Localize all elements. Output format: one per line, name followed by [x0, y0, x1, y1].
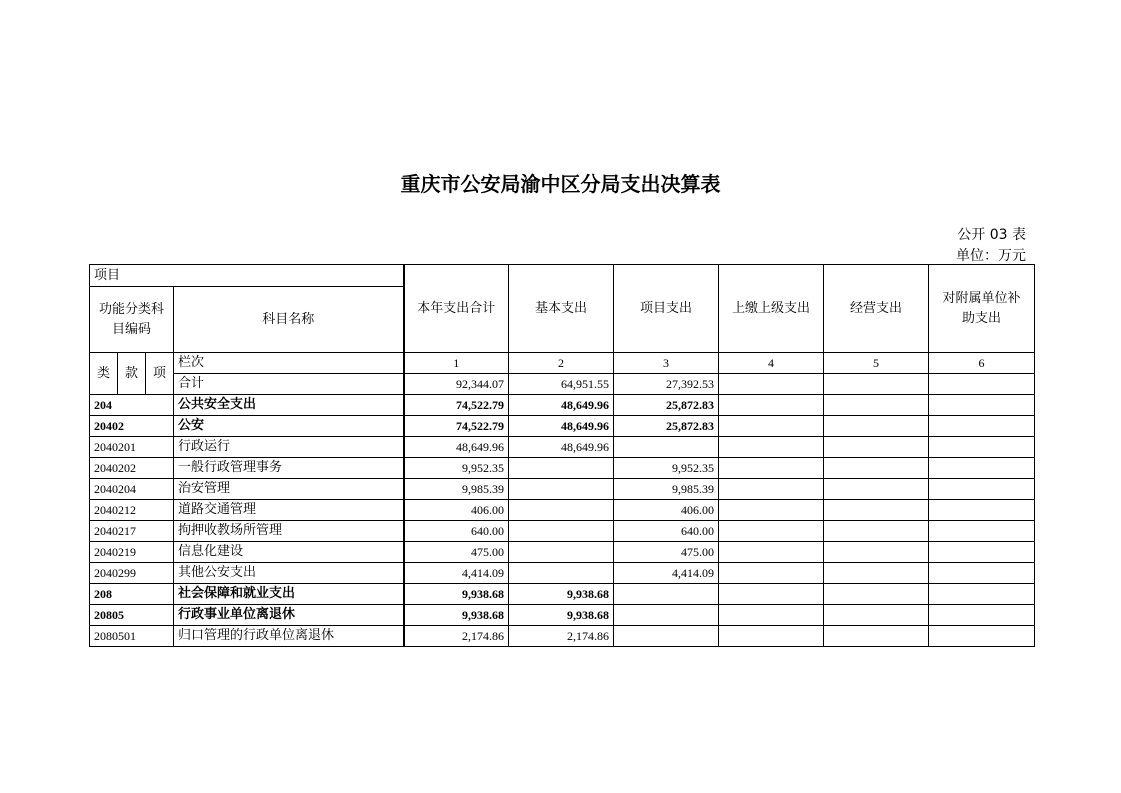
row-value-4: [719, 416, 824, 437]
row-subject-name: 公共安全支出: [174, 395, 404, 416]
col-number-4: 4: [719, 353, 824, 374]
row-subject-name: 公安: [174, 416, 404, 437]
row-code: 2040217: [90, 521, 174, 542]
row-value-6: [929, 395, 1035, 416]
table-row: [90, 605, 1035, 626]
row-value-1: 9,985.39: [404, 479, 509, 500]
header-row-1: [90, 265, 1035, 287]
row-subject-name: 行政运行: [174, 437, 404, 458]
row-value-2: [509, 479, 614, 500]
table-row: [90, 395, 1035, 416]
col-number-6: 6: [929, 353, 1035, 374]
header-col-4: 上缴上级支出: [719, 265, 824, 353]
form-number: 公开 03 表: [957, 227, 1026, 243]
row-subject-name: 拘押收教场所管理: [174, 521, 404, 542]
row-code: 2040212: [90, 500, 174, 521]
table-row: [90, 563, 1035, 584]
unit-label: 单位：万元: [956, 248, 1026, 264]
row-value-2: [509, 500, 614, 521]
row-value-6: [929, 542, 1035, 563]
row-value-4: [719, 395, 824, 416]
header-col-3: 项目支出: [614, 265, 719, 353]
row-code: 2080501: [90, 626, 174, 647]
header-xiang: 项: [146, 353, 174, 395]
row-value-6: [929, 458, 1035, 479]
total-label: 合计: [174, 374, 404, 395]
header-row-3: [90, 353, 1035, 374]
row-value-1: 640.00: [404, 521, 509, 542]
col-number-5: 5: [824, 353, 929, 374]
row-value-4: [719, 626, 824, 647]
row-value-3: 475.00: [614, 542, 719, 563]
row-value-6: [929, 479, 1035, 500]
header-item: 项目: [90, 265, 404, 287]
row-code: 204: [90, 395, 174, 416]
total-value-6: [929, 374, 1035, 395]
row-value-3: [614, 626, 719, 647]
row-value-1: 74,522.79: [404, 395, 509, 416]
row-value-3: 25,872.83: [614, 395, 719, 416]
row-value-4: [719, 605, 824, 626]
row-value-2: 9,938.68: [509, 584, 614, 605]
row-value-2: [509, 521, 614, 542]
row-value-1: 9,938.68: [404, 605, 509, 626]
row-value-6: [929, 563, 1035, 584]
row-code: 208: [90, 584, 174, 605]
row-value-2: [509, 542, 614, 563]
row-value-5: [824, 542, 929, 563]
row-value-2: 2,174.86: [509, 626, 614, 647]
header-subject-name: 科目名称: [174, 287, 404, 353]
row-value-5: [824, 416, 929, 437]
table-row: [90, 437, 1035, 458]
row-code: 2040204: [90, 479, 174, 500]
row-value-1: 48,649.96: [404, 437, 509, 458]
row-code: 2040201: [90, 437, 174, 458]
row-value-2: 48,649.96: [509, 437, 614, 458]
total-value-1: 92,344.07: [404, 374, 509, 395]
header-func-class: 功能分类科目编码: [90, 287, 174, 353]
header-col-5: 经营支出: [824, 265, 929, 353]
row-subject-name: 一般行政管理事务: [174, 458, 404, 479]
total-row: [90, 374, 1035, 395]
row-code: 20805: [90, 605, 174, 626]
row-subject-name: 社会保障和就业支出: [174, 584, 404, 605]
table-row: [90, 626, 1035, 647]
col-number-1: 1: [404, 353, 509, 374]
row-subject-name: 行政事业单位离退休: [174, 605, 404, 626]
row-value-6: [929, 437, 1035, 458]
row-value-2: 9,938.68: [509, 605, 614, 626]
row-value-2: [509, 563, 614, 584]
row-value-4: [719, 584, 824, 605]
header-lei: 类: [90, 353, 118, 395]
row-subject-name: 归口管理的行政单位离退休: [174, 626, 404, 647]
table-row: [90, 479, 1035, 500]
row-code: 2040219: [90, 542, 174, 563]
row-value-5: [824, 584, 929, 605]
row-value-4: [719, 521, 824, 542]
row-value-3: 406.00: [614, 500, 719, 521]
row-value-3: 4,414.09: [614, 563, 719, 584]
row-code: 2040299: [90, 563, 174, 584]
row-subject-name: 治安管理: [174, 479, 404, 500]
row-value-1: 406.00: [404, 500, 509, 521]
row-value-5: [824, 479, 929, 500]
row-value-5: [824, 395, 929, 416]
row-value-1: 475.00: [404, 542, 509, 563]
row-subject-name: 道路交通管理: [174, 500, 404, 521]
row-value-1: 74,522.79: [404, 416, 509, 437]
row-value-6: [929, 416, 1035, 437]
table-row: [90, 500, 1035, 521]
header-col-6: 对附属单位补助支出: [929, 265, 1035, 353]
row-value-2: 48,649.96: [509, 395, 614, 416]
table-row: [90, 458, 1035, 479]
row-value-3: 9,985.39: [614, 479, 719, 500]
row-value-3: [614, 437, 719, 458]
header-kuan: 款: [118, 353, 146, 395]
row-subject-name: 其他公安支出: [174, 563, 404, 584]
row-value-4: [719, 437, 824, 458]
row-value-3: [614, 605, 719, 626]
row-value-1: 2,174.86: [404, 626, 509, 647]
col-number-2: 2: [509, 353, 614, 374]
table-row: [90, 584, 1035, 605]
row-value-5: [824, 605, 929, 626]
row-value-5: [824, 521, 929, 542]
row-value-6: [929, 500, 1035, 521]
total-value-3: 27,392.53: [614, 374, 719, 395]
col-number-3: 3: [614, 353, 719, 374]
row-value-4: [719, 563, 824, 584]
row-value-6: [929, 521, 1035, 542]
row-value-5: [824, 563, 929, 584]
row-value-5: [824, 458, 929, 479]
row-value-4: [719, 479, 824, 500]
table-row: [90, 542, 1035, 563]
total-value-5: [824, 374, 929, 395]
row-value-3: [614, 584, 719, 605]
table-row: [90, 416, 1035, 437]
row-value-3: 9,952.35: [614, 458, 719, 479]
row-value-5: [824, 437, 929, 458]
row-value-6: [929, 626, 1035, 647]
header-col-1: 本年支出合计: [404, 265, 509, 353]
row-value-6: [929, 584, 1035, 605]
row-value-5: [824, 500, 929, 521]
row-value-2: 48,649.96: [509, 416, 614, 437]
row-code: 20402: [90, 416, 174, 437]
row-value-4: [719, 458, 824, 479]
row-code: 2040202: [90, 458, 174, 479]
row-value-4: [719, 542, 824, 563]
row-value-3: 25,872.83: [614, 416, 719, 437]
row-value-4: [719, 500, 824, 521]
header-lanci: 栏次: [174, 353, 404, 374]
row-value-2: [509, 458, 614, 479]
row-value-5: [824, 626, 929, 647]
header-col-2: 基本支出: [509, 265, 614, 353]
row-value-3: 640.00: [614, 521, 719, 542]
row-value-1: 9,938.68: [404, 584, 509, 605]
row-value-1: 4,414.09: [404, 563, 509, 584]
total-value-2: 64,951.55: [509, 374, 614, 395]
row-value-1: 9,952.35: [404, 458, 509, 479]
table-row: [90, 521, 1035, 542]
row-value-6: [929, 605, 1035, 626]
total-value-4: [719, 374, 824, 395]
expenditure-table: [89, 264, 1035, 647]
page-title: 重庆市公安局渝中区分局支出决算表: [400, 172, 721, 196]
row-subject-name: 信息化建设: [174, 542, 404, 563]
